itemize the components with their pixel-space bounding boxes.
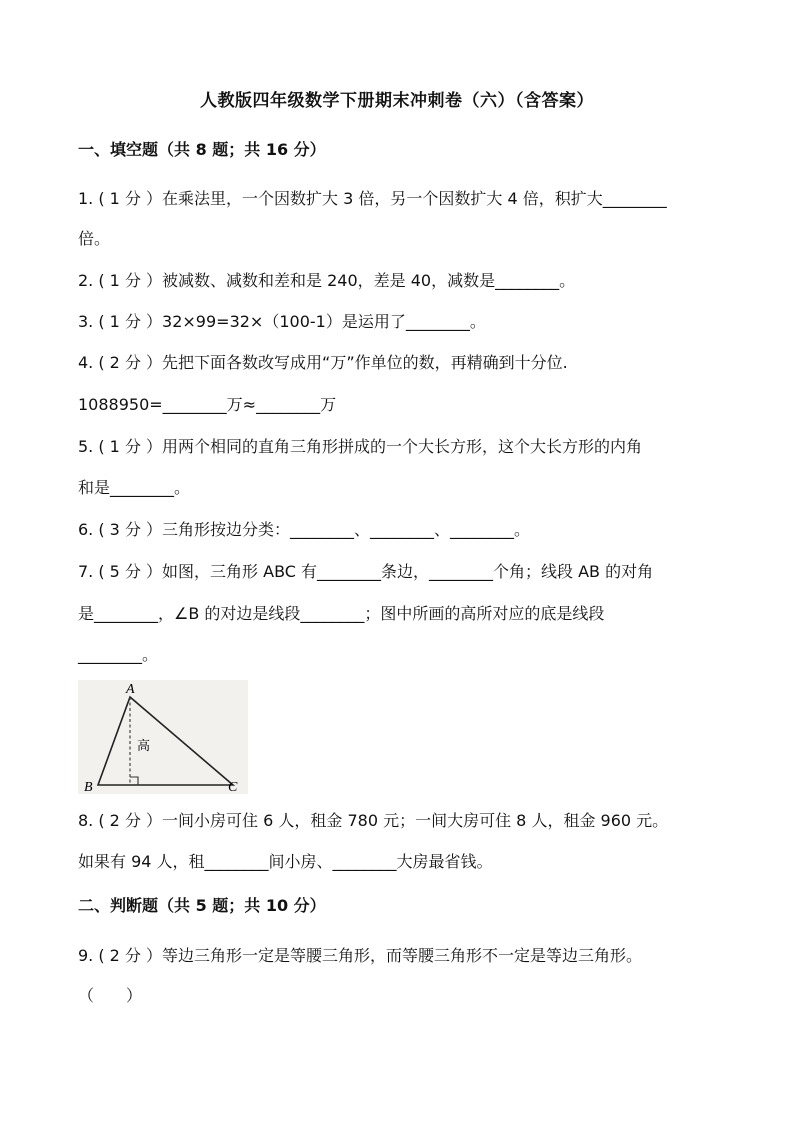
question-5-line-2: 和是________。 (78, 478, 191, 497)
question-4-line-1: 4. ( 2 分 ）先把下面各数改写成用“万”作单位的数，再精确到十分位. (78, 353, 568, 372)
triangle-abc-shape (98, 697, 233, 785)
question-9-answer-bracket[interactable]: （ ） (78, 986, 143, 1005)
question-8-line-2: 如果有 94 人，租________间小房、________大房最省钱。 (78, 852, 493, 871)
vertex-label-b: B (84, 780, 93, 794)
question-7-line-2: 是________，∠B 的对边是线段________；图中所画的高所对应的底是线段 (78, 604, 605, 623)
question-9-line-1: 9. ( 2 分 ）等边三角形一定是等腰三角形，而等腰三角形不一定是等边三角形。 (78, 946, 643, 965)
height-label: 高 (137, 739, 151, 754)
question-7-line-1: 7. ( 5 分 ）如图，三角形 ABC 有________条边，________个角；线段 AB 的对角 (78, 562, 654, 581)
question-4-line-2: 1088950=________万≈________万 (78, 395, 337, 414)
question-7-line-3: ________。 (78, 645, 159, 664)
right-angle-mark (130, 777, 138, 785)
section-heading-true-false: 二、判断题（共 5 题；共 10 分） (78, 896, 326, 915)
page-title: 人教版四年级数学下册期末冲刺卷（六）（含答案） (200, 91, 594, 111)
question-8-line-1: 8. ( 2 分 ）一间小房可住 6 人，租金 780 元；一间大房可住 8 人，租金 960 元。 (78, 811, 669, 830)
question-2: 2. ( 1 分 ）被减数、减数和差和是 240，差是 40，减数是________。 (78, 271, 576, 290)
question-5-line-1: 5. ( 1 分 ）用两个相同的直角三角形拼成的一个大长方形，这个大长方形的内角 (78, 437, 643, 456)
question-1-line-1: 1. ( 1 分 ）在乘法里，一个因数扩大 3 倍，另一个因数扩大 4 倍，积扩大________ (78, 189, 667, 208)
question-1-line-2: 倍。 (78, 229, 111, 248)
question-6: 6. ( 3 分 ）三角形按边分类：________、________、________。 (78, 520, 531, 539)
vertex-label-a: A (126, 682, 135, 697)
vertex-label-c: C (228, 780, 238, 794)
triangle-diagram (78, 680, 248, 794)
section-heading-fill-blank: 一、填空题（共 8 题；共 16 分） (78, 140, 326, 159)
question-3: 3. ( 1 分 ）32×99=32×（100-1）是运用了________。 (78, 312, 486, 331)
triangle-abc-figure (78, 680, 248, 794)
